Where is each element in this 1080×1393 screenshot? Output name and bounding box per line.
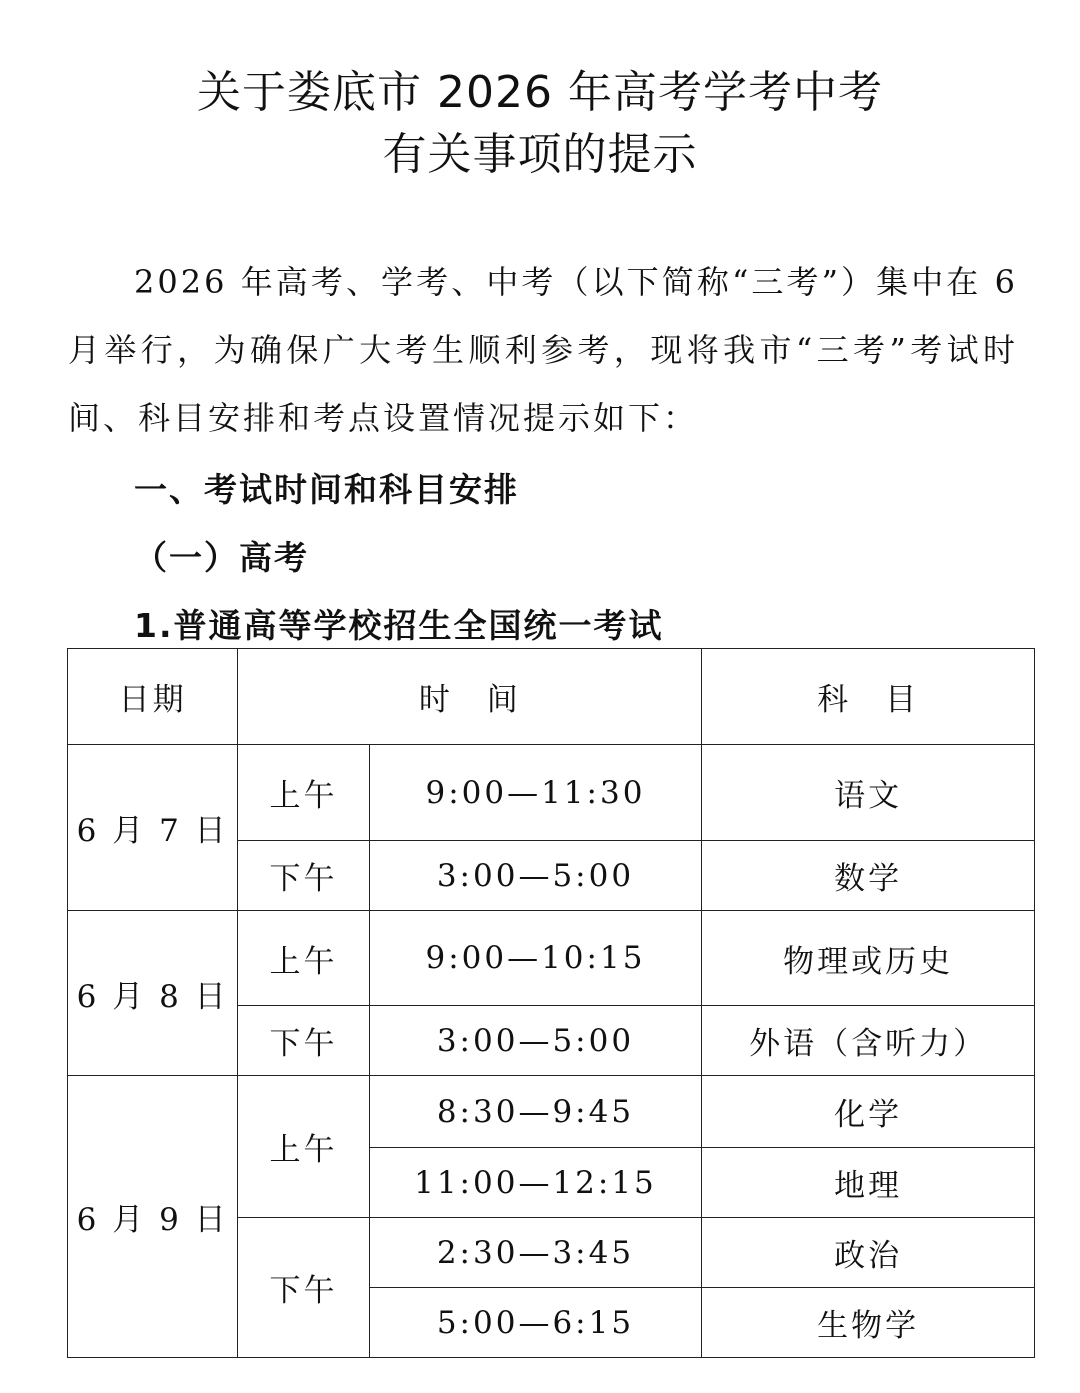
- time-cell: 11:00—12:15: [369, 1148, 702, 1218]
- intro-paragraph: 2026 年高考、学考、中考（以下简称“三考”）集中在 6 月举行，为确保广大考生顺利参考，现将我市“三考”考试时间、科目安排和考点设置情况提示如下：: [68, 263, 1018, 437]
- table-row: [68, 1076, 1035, 1148]
- period-cell: 上午: [238, 911, 369, 1006]
- period-cell: 下午: [238, 841, 369, 911]
- period-cell: 上午: [238, 745, 369, 841]
- subject-cell: 数学: [702, 841, 1035, 911]
- table-row: [68, 745, 1035, 841]
- time-cell: 8:30—9:45: [369, 1076, 702, 1148]
- subject-cell: 语文: [702, 745, 1035, 841]
- date-cell: 6 月 7 日: [68, 745, 238, 911]
- subject-cell: 地理: [702, 1148, 1035, 1218]
- subject-cell: 政治: [702, 1218, 1035, 1288]
- time-cell: 3:00—5:00: [369, 1006, 702, 1076]
- period-cell: 上午: [238, 1076, 369, 1218]
- table-row: [68, 911, 1035, 1006]
- date-cell: 6 月 9 日: [68, 1076, 238, 1358]
- header-date: 日期: [68, 649, 238, 745]
- period-cell: 下午: [238, 1006, 369, 1076]
- time-cell: 5:00—6:15: [369, 1288, 702, 1358]
- section-heading: 一、考试时间和科目安排: [134, 470, 519, 509]
- table-header-row: [68, 649, 1035, 745]
- subject-cell: 物理或历史: [702, 911, 1035, 1006]
- exam-schedule-table: [67, 648, 1035, 1358]
- item-heading: 1.普通高等学校招生全国统一考试: [134, 606, 664, 645]
- time-cell: 3:00—5:00: [369, 841, 702, 911]
- header-subject: 科 目: [702, 649, 1035, 745]
- subject-cell: 外语（含听力）: [702, 1006, 1035, 1076]
- subject-cell: 生物学: [702, 1288, 1035, 1358]
- period-cell: 下午: [238, 1218, 369, 1358]
- time-cell: 2:30—3:45: [369, 1218, 702, 1288]
- subject-cell: 化学: [702, 1076, 1035, 1148]
- document-title-line1: 关于娄底市 2026 年高考学考中考: [197, 67, 883, 118]
- date-cell: 6 月 8 日: [68, 911, 238, 1076]
- document-title-line2: 有关事项的提示: [382, 129, 698, 180]
- time-cell: 9:00—11:30: [369, 745, 702, 841]
- header-time: 时 间: [238, 649, 702, 745]
- subsection-heading: （一）高考: [134, 538, 309, 577]
- time-cell: 9:00—10:15: [369, 911, 702, 1006]
